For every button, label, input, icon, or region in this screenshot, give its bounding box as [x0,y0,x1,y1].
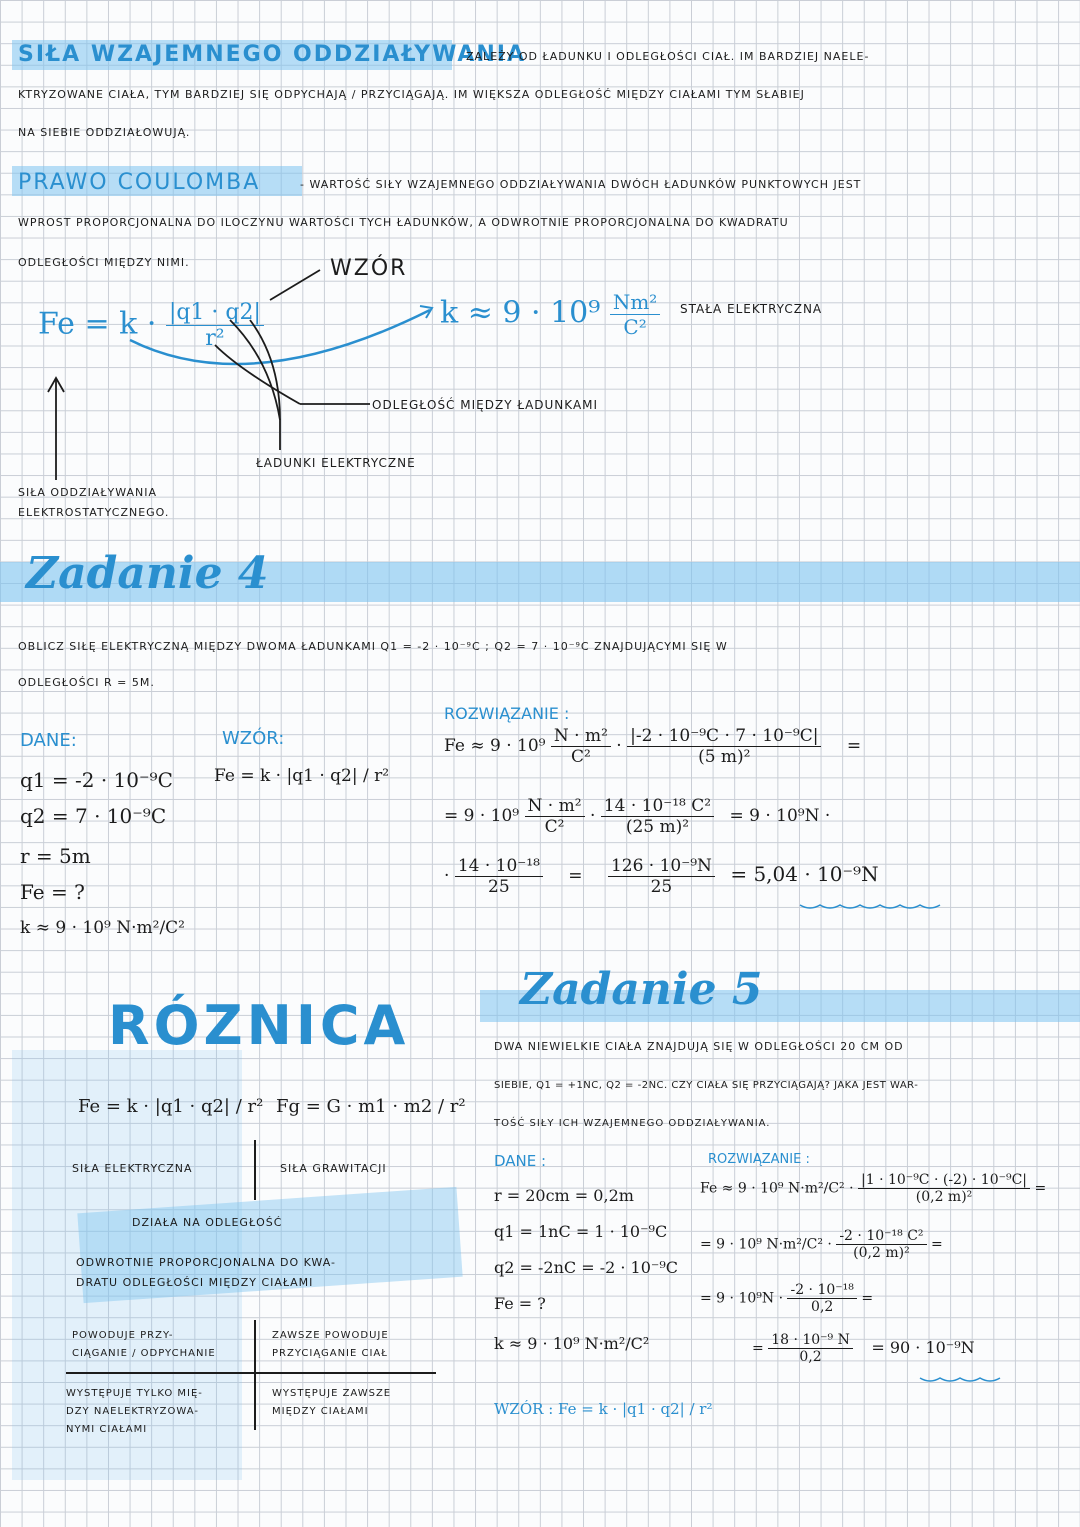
zadanie5-dane-3: Fe = ? [494,1294,546,1313]
z4-s1-unit-d: C² [570,747,591,767]
roznica-dziala: DZIAŁA NA ODLEGŁOŚĆ [132,1216,283,1229]
zadanie5-task-line1: DWA NIEWIELKIE CIAŁA ZNAJDUJĄ SIĘ W ODLEGŁOŚCI 20 CM OD [494,1040,904,1053]
z4-s1-unit-n: N · m² [551,726,611,747]
k-unit-num: Nm² [610,290,660,315]
roznica-fe-label: SIŁA ELEKTRYCZNA [72,1162,193,1175]
z5-s3-d: 0,2 [811,1299,834,1315]
zadanie5-dane-1: q1 = 1nC = 1 · 10⁻⁹C [494,1222,668,1241]
zadanie5-dane-2: q2 = -2nC = -2 · 10⁻⁹C [494,1258,679,1277]
z5-s1-u: N·m²/C² [788,1180,845,1197]
zadanie5-step3: = 9 · 10⁹N · $\frac{\text{-2 · 10⁻¹⁸}}{0,2}$ = [700,1282,874,1315]
zadanie5-dane-0: r = 20cm = 0,2m [494,1186,634,1205]
z5-s3-a: = 9 · 10⁹N · [700,1290,784,1307]
z4-s2-a: = 9 · 10⁹ [444,806,520,826]
z5-s2-d: (0,2 m)² [853,1245,910,1261]
z4-s2-d: (25 m)² [625,817,690,837]
coulomb-formula-num: |q1 · q2| [166,300,264,326]
zadanie4-title: Zadanie 4 [26,548,269,599]
zadanie4-dane-label: DANE: [20,730,77,751]
roznica-odwrotnie-1: ODWROTNIE PROPORCJONALNA DO KWA- [76,1256,336,1269]
zadanie5-step2: = 9 · 10⁹ N·m²/C² · $\frac{\text{-2 · 10⁻¹⁸ C²}}{\text{(0,2 m)²}}$ = [700,1228,943,1261]
z5-s2-frac [836,1228,926,1261]
z4-s1-a: Fe ≈ 9 · 10⁹ [444,736,546,756]
roznica-left1-1: POWODUJE PRZY- [72,1330,174,1341]
z4-s2-frac [601,796,714,837]
z5-s4-n: 18 · 10⁻⁹ N [768,1332,853,1349]
z5-s2-n: -2 · 10⁻¹⁸ C² [836,1228,926,1245]
zadanie4-dane-0: q1 = -2 · 10⁻⁹C [20,768,173,792]
roznica-fg-label: SIŁA GRAWITACJI [280,1162,387,1175]
z4-s2-n: 14 · 10⁻¹⁸ C² [601,796,714,817]
zadanie5-dane-label: DANE : [494,1152,547,1170]
zadanie4-wzor: Fe = k · |q1 · q2| / r² [214,766,390,786]
roznica-odwrotnie-2: DRATU ODLEGŁOŚCI MIĘDZY CIAŁAMI [76,1276,314,1289]
zadanie4-dane-4: k ≈ 9 · 10⁹ N·m²/C² [20,918,185,938]
z4-s3-frac2 [608,856,715,897]
z5-s1-frac [858,1172,1030,1205]
roznica-left2-2: DZY NAELEKTRYZOWA- [66,1406,199,1417]
z4-s3-n2: 126 · 10⁻⁹N [608,856,715,877]
z4-s1-frac [627,726,821,767]
roznica-divider-bottom [254,1320,256,1430]
z5-s1-a: Fe ≈ 9 · 10⁹ [700,1180,784,1197]
zadanie4-rozw-label: ROZWIĄZANIE : [444,704,570,723]
z4-s2-unit-n: N · m² [525,796,585,817]
zadanie5-wzor: WZÓR : Fe = k · |q1 · q2| / r² [494,1400,713,1418]
z4-s3-d: 25 [488,877,510,897]
force-label-2: ELEKTROSTATYCZNEGO. [18,506,170,519]
z4-s3-n: 14 · 10⁻¹⁸ [455,856,543,877]
zadanie5-title: Zadanie 5 [520,964,763,1015]
z5-s4-d: 0,2 [799,1349,822,1365]
zadanie4-step2: = 9 · 10⁹ $\frac{\text{N · m²}}{\text{C²}}$ · $\frac{\text{14 · 10⁻¹⁸ C²}}{\text{(25 m)²}}$ = 9 · 10⁹N · [444,796,831,837]
coulomb-line1: - WARTOŚĆ SIŁY WZAJEMNEGO ODDZIAŁYWANIA DWÓCH ŁADUNKÓW PUNKTOWYCH JEST [300,178,862,191]
coulomb-line2: WPROST PROPORCJONALNA DO ILOCZYNU WARTOŚCI TYCH ŁADUNKÓW, A ODWROTNIE PROPORCJONALNA DO KWADRATU [18,216,789,229]
z5-s1-d: (0,2 m)² [915,1189,973,1205]
roznica-fe-formula: Fe = k · |q1 · q2| / r² [78,1096,264,1117]
z4-s2-unit [525,796,585,837]
z4-s1-d: (5 m)² [698,747,751,767]
z5-s4-frac [768,1332,853,1365]
roznica-fg-formula: Fg = G · m1 · m2 / r² [276,1096,466,1117]
zadanie4-task-line2: ODLEGŁOŚCI R = 5M. [18,676,155,689]
roznica-left1-2: CIĄGANIE / ODPYCHANIE [72,1348,216,1359]
zadanie5-rozw-label: ROZWIĄZANIE : [708,1152,810,1167]
zadanie5-step1: Fe ≈ 9 · 10⁹ N·m²/C² · $\frac{\text{|1 · 10⁻⁹C · (-2) · 10⁻⁹C|}}{\text{(0,2 m)²}}$ = [700,1172,1047,1205]
intro-heading: SIŁA WZAJEMNEGO ODDZIAŁYWANIA [18,42,527,67]
coulomb-line3: ODLEGŁOŚCI MIĘDZY NIMI. [18,256,190,269]
zadanie5-task-line3: TOŚĆ SIŁY ICH WZAJEMNEGO ODDZIAŁYWANIA. [494,1118,771,1129]
z5-result: = 90 · 10⁻⁹N [871,1337,975,1357]
k-value: k ≈ 9 · 10⁹ [440,295,601,331]
roznica-divider-top [254,1140,256,1200]
coulomb-formula-den: r² [205,326,225,351]
z5-s1-n: |1 · 10⁻⁹C · (-2) · 10⁻⁹C| [858,1172,1030,1189]
coulomb-heading: PRAWO COULOMBA [18,170,261,195]
zadanie5-step4: = $\frac{\text{18 · 10⁻⁹ N}}{0,2}$ = 90 · 10⁻⁹N [752,1332,975,1365]
zadanie4-step3: · $\frac{\text{14 · 10⁻¹⁸}}{25}$ = $\frac{\text{126 · 10⁻⁹N}}{25}$ = 5,04 · 10⁻⁹N [444,856,879,897]
z5-s3-n: -2 · 10⁻¹⁸ [787,1282,856,1299]
z4-s1-unit [551,726,611,767]
z4-s2-unit-d: C² [544,817,565,837]
roznica-right1-2: PRZYCIĄGANIE CIAŁ [272,1348,388,1359]
z5-s2-a: = 9 · 10⁹ [700,1236,762,1253]
coulomb-formula-lhs: Fe = k · [38,306,157,342]
zadanie4-wzor-label: WZÓR: [222,728,285,749]
z4-result: = 5,04 · 10⁻⁹N [730,862,879,886]
distance-label: ODLEGŁOŚĆ MIĘDZY ŁADUNKAMI [372,398,599,412]
roznica-right2-1: WYSTĘPUJE ZAWSZE [272,1388,392,1399]
zadanie4-dane-3: Fe = ? [20,880,85,904]
z4-s3-d2: 25 [650,877,673,897]
k-label: STAŁA ELEKTRYCZNA [680,302,823,316]
charges-label: ŁADUNKI ELEKTRYCZNE [256,456,416,470]
z4-s1-n: |-2 · 10⁻⁹C · 7 · 10⁻⁹C| [627,726,821,747]
z4-s2-res: = 9 · 10⁹N · [729,806,831,826]
roznica-right1-1: ZAWSZE POWODUJE [272,1330,389,1341]
z5-s2-u: N·m²/C² [766,1236,823,1253]
zadanie4-task-line1: OBLICZ SIŁĘ ELEKTRYCZNĄ MIĘDZY DWOMA ŁADUNKAMI Q1 = -2 · 10⁻⁹C ; Q2 = 7 · 10⁻⁹C ZNAJDUJĄCYMI SIĘ W [18,640,728,653]
z5-s3-frac [787,1282,856,1315]
force-label-1: SIŁA ODDZIAŁYWANIA [18,486,158,499]
roznica-left2-1: WYSTĘPUJE TYLKO MIĘ- [66,1388,203,1399]
roznica-right2-2: MIĘDZY CIAŁAMI [272,1406,369,1417]
zadanie4-step1: Fe ≈ 9 · 10⁹ $\frac{\text{N · m²}}{\text{C²}}$ · $\frac{\text{|-2 · 10⁻⁹C · 7 · 10⁻⁹C|}}{\text{(5 m)²}}$ = [444,726,862,767]
intro-line3: NA SIEBIE ODDZIAŁOWUJĄ. [18,126,191,139]
zadanie5-dane-4: k ≈ 9 · 10⁹ N·m²/C² [494,1334,650,1353]
wzor-label: WZÓR [330,256,408,281]
k-unit-den: C² [623,315,647,339]
roznica-row-divider [66,1372,436,1374]
roznica-left2-3: NYMI CIAŁAMI [66,1424,148,1435]
z4-s3-frac1 [455,856,543,897]
zadanie5-task-line2: SIEBIE, Q1 = +1NC, Q2 = -2NC. CZY CIAŁA SIĘ PRZYCIĄGAJĄ? JAKA JEST WAR- [494,1080,919,1091]
intro-line2: KTRYZOWANE CIAŁA, TYM BARDZIEJ SIĘ ODPYCHAJĄ / PRZYCIĄGAJĄ. IM WIĘKSZA ODLEGŁOŚĆ MIĘDZY CIAŁAMI TYM SŁABIEJ [18,88,805,101]
zadanie4-dane-1: q2 = 7 · 10⁻⁹C [20,804,167,828]
zadanie4-dane-2: r = 5m [20,844,91,868]
roznica-title: RÓZNICA [108,994,410,1057]
intro-line1: ZALEŻY OD ŁADUNKU I ODLEGŁOŚCI CIAŁ. IM BARDZIEJ NAELE- [466,50,870,63]
